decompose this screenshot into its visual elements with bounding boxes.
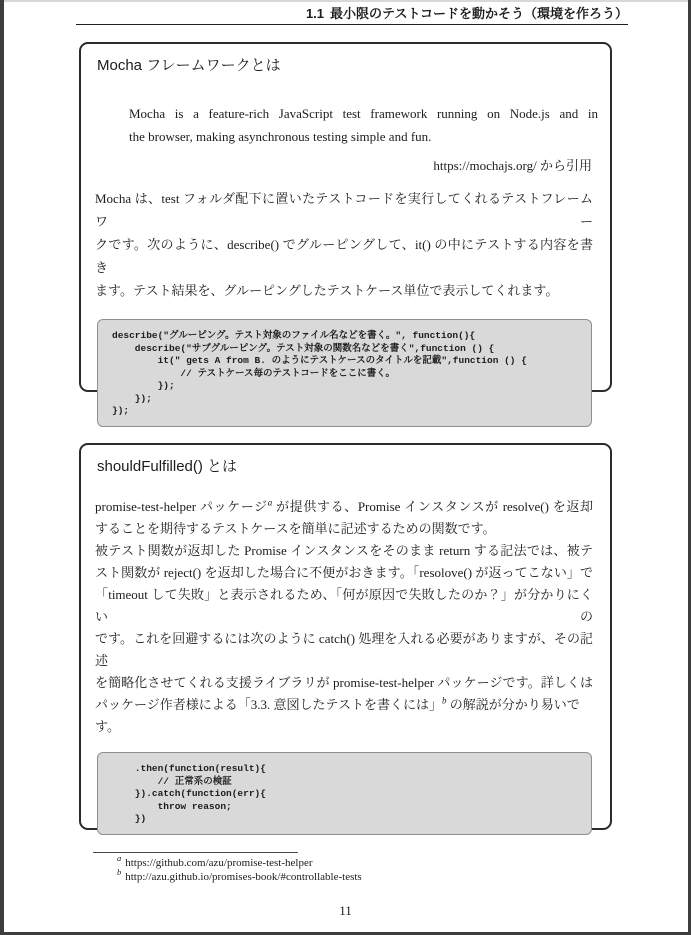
paragraph-line: ます。テスト結果を、グルーピングしたテストケース単位で表示してくれます。	[95, 283, 559, 298]
body-paragraph	[95, 187, 593, 302]
paragraph-line: することを期待するテストケースを簡単に記述するための関数です。	[95, 521, 496, 536]
line-text: の解説が分かり易いです。	[95, 697, 580, 734]
code-block-describe	[97, 319, 592, 427]
code-line: it(" gets A from B. のようにテストケースのタイトルを記載",function () {	[112, 355, 527, 366]
page-edge-top	[0, 0, 691, 2]
section-title: 最小限のテストコードを動かそう（環境を作ろう）	[330, 6, 628, 21]
page-edge-left	[0, 0, 4, 935]
footnote-b	[117, 867, 593, 885]
info-box-mocha	[79, 42, 612, 416]
box-title: Mocha フレームワークとは	[97, 57, 281, 74]
code-line: // テストケース毎のテストコードをここに書く。	[112, 367, 396, 379]
code-line: describe("サブグルーピング。テスト対象の関数名などを書く",function () {	[112, 342, 495, 354]
quote-block	[129, 102, 598, 148]
code-line: describe("グルーピング。テスト対象のファイル名などを書く。", function(){	[112, 330, 476, 341]
page-number: 11	[339, 903, 352, 918]
footnote-a	[117, 852, 593, 871]
code-line: throw reason;	[112, 800, 232, 812]
header-rule	[76, 24, 628, 25]
running-header	[306, 5, 628, 23]
line-text: が提供する、Promise インスタンスが resolve() を返却	[272, 499, 593, 514]
footnote-marker: b	[117, 867, 122, 878]
paragraph-line: Mocha は、test フォルダ配下に置いたテストコードを実行してくれるテストフレームワー	[95, 191, 593, 229]
footnote-marker: a	[117, 852, 122, 863]
paragraph-line: 被テスト関数が返却した Promise インスタンスをそのまま return する記法では、被テ	[95, 543, 593, 558]
line-text: promise-test-helper パッケージ	[95, 499, 268, 514]
code-line: // 正常系の検証	[112, 775, 232, 787]
footnotes	[117, 852, 593, 885]
paragraph-line: スト関数が reject() を返却した場合に不便がおきます。「resolove() が返ってこない」で	[95, 565, 593, 580]
body-paragraph	[95, 496, 593, 738]
footnote-text: https://github.com/azu/promise-test-helper	[125, 856, 313, 869]
paragraph-line: クです。次のように、describe() でグルーピングして、it() の中にテストする内容を書き	[95, 237, 593, 275]
paragraph-line: です。これを回避するには次のように catch() 処理を入れる必要がありますが、その記述	[95, 631, 593, 668]
code-line: }).catch(function(err){	[112, 788, 266, 799]
info-box-shouldfulfilled	[79, 443, 612, 883]
footnote-text: http://azu.github.io/promises-book/#controllable-tests	[125, 871, 362, 883]
code-line: });	[112, 405, 130, 416]
quote-line: the browser, making asynchronous testing simple and fun.	[129, 129, 432, 144]
quote-line: Mocha is a feature-rich JavaScript test framework running on Node.js and in	[129, 106, 598, 121]
code-block-then-catch	[97, 752, 592, 835]
paragraph-line: を簡略化させてくれる支援ライブラリが promise-test-helper パッケージです。詳しくは	[95, 675, 593, 690]
code-line: .then(function(result){	[112, 763, 266, 774]
code-line: });	[112, 392, 152, 404]
section-number: 1.1	[305, 6, 325, 21]
code-line: })	[112, 813, 147, 824]
code-line: });	[112, 380, 175, 391]
paragraph-line: 「timeout して失敗」と表示されるため、「何が原因で失敗したのか？」が分かりにくいの	[95, 587, 593, 624]
quote-attribution: https://mochajs.org/ から引用	[433, 158, 592, 173]
line-text: パッケージ作者様による「3.3. 意図したテストを書くには」	[95, 697, 442, 712]
footnote-ref-a: a	[267, 497, 273, 508]
paragraph-line	[95, 496, 593, 518]
footnote-ref-b: b	[441, 695, 447, 706]
paragraph-line	[95, 694, 593, 738]
box-title: shouldFulfilled() とは	[97, 458, 238, 475]
footnote-rule	[93, 852, 298, 853]
